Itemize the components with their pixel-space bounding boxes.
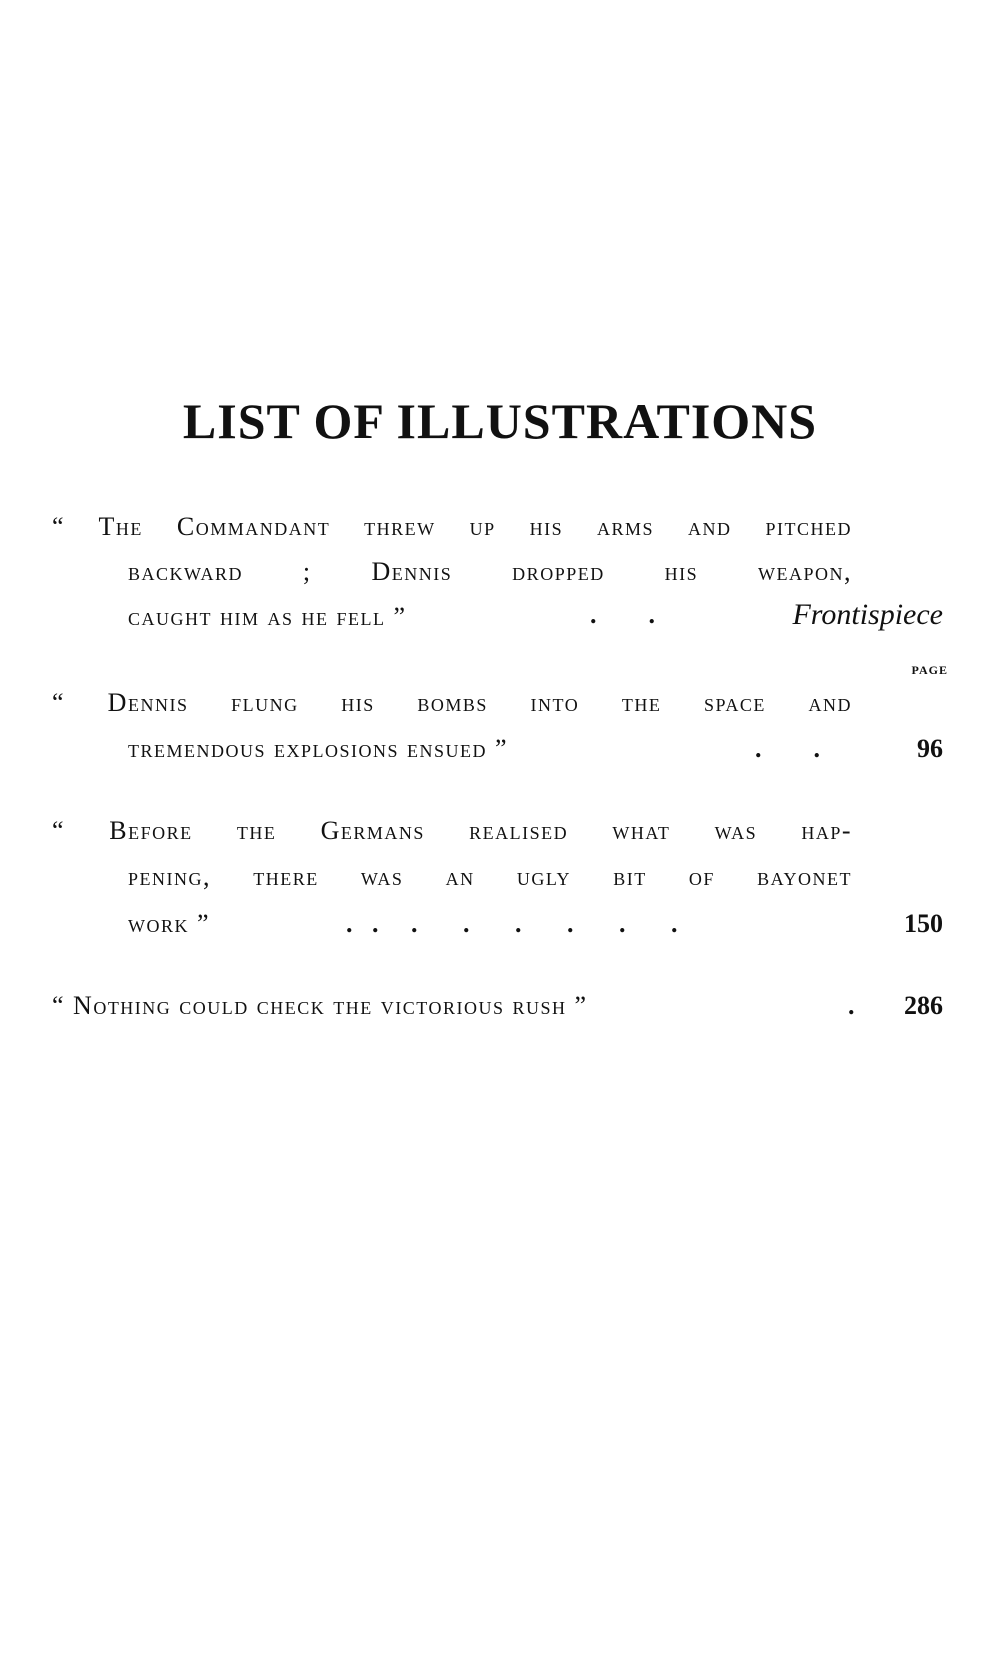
entry-2-page-number: 96	[917, 734, 943, 763]
entry-1-leader-dots: . .	[590, 600, 655, 629]
entry-3-line-2: pening, there was an ugly bit of bayonet	[128, 862, 852, 891]
entry-1-line-1: “ The Commandant threw up his arms and pitched	[52, 512, 852, 541]
page-column-heading: PAGE	[911, 663, 948, 677]
entry-3-line-1: “ Before the Germans realised what was hap-	[52, 816, 852, 845]
entry-2-line-1: “ Dennis flung his bombs into the space and	[52, 688, 852, 717]
page-title: LIST OF ILLUSTRATIONS	[182, 393, 818, 449]
entry-2-leader-dots: . .	[755, 734, 820, 763]
entry-4-page-number: 286	[904, 991, 943, 1020]
entry-1-line-2: backward ; Dennis dropped his weapon,	[128, 557, 852, 586]
entry-3-leader-dots: . . . . . . . .	[346, 909, 678, 938]
entry-4-leader-dots: .	[848, 991, 855, 1020]
entry-3-page-number: 150	[904, 909, 943, 938]
entry-3-line-3: work ”	[128, 909, 211, 938]
entry-1-line-3: caught him as he fell ”	[128, 602, 407, 631]
entry-4-line-1: “ Nothing could check the victorious rush ”	[52, 991, 588, 1020]
entry-1-page-ref: Frontispiece	[792, 598, 943, 631]
entry-2-line-2: tremendous explosions ensued ”	[128, 734, 509, 763]
